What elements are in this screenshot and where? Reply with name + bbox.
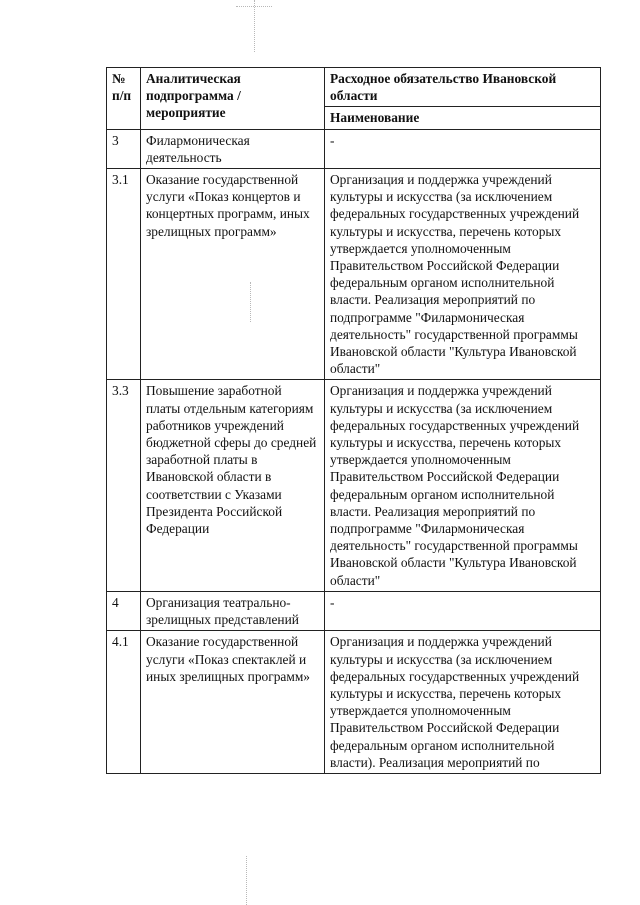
- row-obligation: -: [325, 591, 601, 630]
- row-program: Оказание государственной услуги «Показ концертов и концертных программ, иных зрелищных программ»: [141, 169, 325, 380]
- header-name: Наименование: [325, 107, 601, 129]
- row-number: 3.1: [107, 169, 141, 380]
- row-program: Оказание государственной услуги «Показ спектаклей и иных зрелищных программ»: [141, 631, 325, 774]
- table-row: [107, 631, 601, 774]
- row-program: Филармоническая деятельность: [141, 129, 325, 168]
- row-obligation: Организация и поддержка учреждений культуры и искусства (за исключением федеральных государственных учреждений культуры и искусства, перечень которых утверждается уполномоченным Правительством Российской Федерации федеральным органом исполнительной власти). Реализация мероприятий по: [325, 631, 601, 774]
- table-row: [107, 169, 601, 380]
- obligations-table: [106, 67, 601, 774]
- table-row: [107, 591, 601, 630]
- table-row: [107, 380, 601, 591]
- header-obligation: Расходное обязательство Ивановской области: [325, 68, 601, 107]
- row-obligation: Организация и поддержка учреждений культуры и искусства (за исключением федеральных государственных учреждений культуры и искусства, перечень которых утверждается уполномоченным Правительством Российской Федерации федеральным органом исполнительной власти. Реализация мероприятий по подпрограмме "Филармоническая деятельность" государственной программы Ивановской области "Культура Ивановской области": [325, 169, 601, 380]
- row-number: 3: [107, 129, 141, 168]
- table-header-row: [107, 68, 601, 107]
- row-number: 4: [107, 591, 141, 630]
- header-number: № п/п: [107, 68, 141, 130]
- table-row: [107, 129, 601, 168]
- row-obligation: -: [325, 129, 601, 168]
- scan-artifact-bottom: [246, 856, 247, 905]
- row-number: 4.1: [107, 631, 141, 774]
- scan-artifact-top: [254, 0, 255, 52]
- header-program: Аналитическая подпрограмма / мероприятие: [141, 68, 325, 130]
- row-obligation: Организация и поддержка учреждений культуры и искусства (за исключением федеральных государственных учреждений культуры и искусства, перечень которых утверждается уполномоченным Правительством Российской Федерации федеральным органом исполнительной власти. Реализация мероприятий по подпрограмме "Филармоническая деятельность" государственной программы Ивановской области "Культура Ивановской области": [325, 380, 601, 591]
- row-program: Повышение заработной платы отдельным категориям работников учреждений бюджетной сферы до средней заработной платы в Ивановской области в соответствии с Указами Президента Российской Федерации: [141, 380, 325, 591]
- row-program: Организация театрально-зрелищных представлений: [141, 591, 325, 630]
- scan-artifact-top-dash: [236, 6, 272, 7]
- row-number: 3.3: [107, 380, 141, 591]
